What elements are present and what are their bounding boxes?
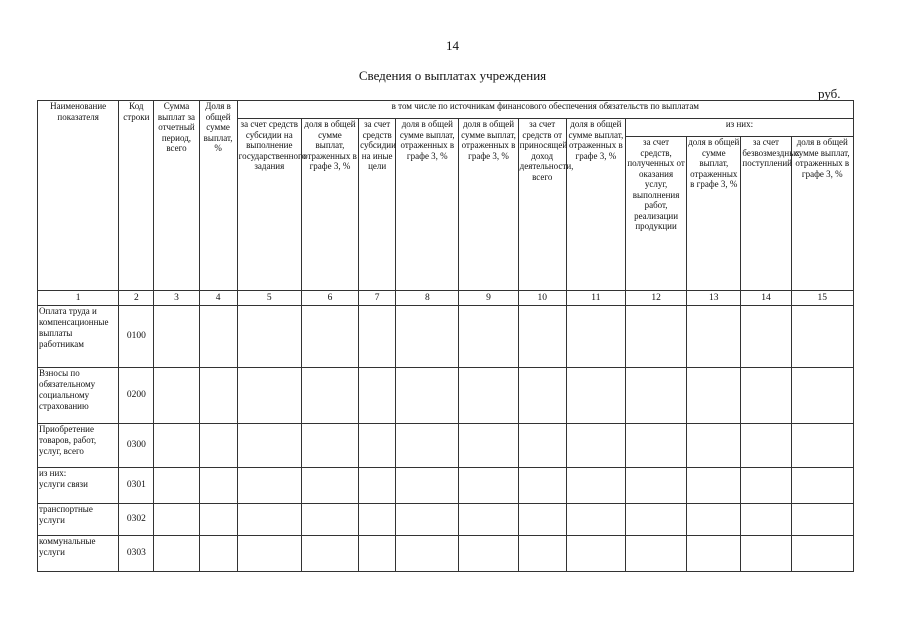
value-cell [791,536,853,572]
value-cell [396,468,459,504]
column-number: 1 [38,291,119,306]
header-col-5: за счет средств субсидии на выполнение государственного задания [237,119,301,291]
value-cell [359,306,396,368]
value-cell [459,424,518,468]
header-col-6: доля в общей сумме выплат, отраженных в графе 3, % [301,119,358,291]
value-cell [154,306,199,368]
value-cell [237,306,301,368]
row-name: Оплата труда и компенсационные выплаты работникам [38,306,119,368]
value-cell [741,468,791,504]
value-cell [741,424,791,468]
value-cell [154,536,199,572]
table-row [38,306,854,368]
header-code: Код строки [119,101,154,291]
value-cell [199,468,237,504]
value-cell [301,306,358,368]
row-code: 0302 [119,504,154,536]
value-cell [459,504,518,536]
page-number: 14 [446,38,459,53]
payments-table [37,100,854,572]
value-cell [625,504,686,536]
header-col-9: доля в общей сумме выплат, отраженных в графе 3, % [459,119,518,291]
value-cell [396,368,459,424]
value-cell [566,536,625,572]
value-cell [791,468,853,504]
value-cell [687,368,741,424]
value-cell [199,306,237,368]
column-number: 8 [396,291,459,306]
value-cell [237,424,301,468]
value-cell [687,468,741,504]
row-name: коммунальные услуги [38,536,119,572]
header-sources-group: в том числе по источникам финансового обеспечения обязательств по выплатам [237,101,853,119]
value-cell [566,468,625,504]
value-cell [518,368,566,424]
row-code: 0100 [119,306,154,368]
column-number: 3 [154,291,199,306]
column-number: 6 [301,291,358,306]
value-cell [625,468,686,504]
currency-unit: руб. [818,86,841,101]
value-cell [459,468,518,504]
value-cell [687,306,741,368]
header-col-15: доля в общей сумме выплат, отраженных в графе 3, % [791,137,853,291]
table-row [38,536,854,572]
table-row [38,424,854,468]
value-cell [359,368,396,424]
row-code: 0200 [119,368,154,424]
value-cell [459,368,518,424]
header-col-11: доля в общей сумме выплат, отраженных в графе 3, % [566,119,625,291]
column-number: 2 [119,291,154,306]
column-number: 4 [199,291,237,306]
value-cell [741,368,791,424]
value-cell [741,536,791,572]
value-cell [199,368,237,424]
column-number: 9 [459,291,518,306]
column-number: 13 [687,291,741,306]
value-cell [518,504,566,536]
value-cell [396,504,459,536]
value-cell [518,424,566,468]
value-cell [301,536,358,572]
value-cell [199,536,237,572]
header-col-7: за счет средств субсидии на иные цели [359,119,396,291]
column-number: 12 [625,291,686,306]
value-cell [625,424,686,468]
header-col-13: доля в общей сумме выплат, отраженных в графе 3, % [687,137,741,291]
value-cell [687,504,741,536]
value-cell [566,424,625,468]
value-cell [566,504,625,536]
row-name: из них: услуги связи [38,468,119,504]
value-cell [741,504,791,536]
column-number: 5 [237,291,301,306]
value-cell [518,468,566,504]
header-col-14: за счет безвозмездных поступлений [741,137,791,291]
value-cell [625,368,686,424]
value-cell [199,424,237,468]
table-row [38,468,854,504]
value-cell [154,424,199,468]
value-cell [625,536,686,572]
value-cell [301,468,358,504]
column-number: 7 [359,291,396,306]
value-cell [741,306,791,368]
value-cell [566,306,625,368]
value-cell [518,536,566,572]
value-cell [237,368,301,424]
table-row [38,368,854,424]
row-name: транспортные услуги [38,504,119,536]
value-cell [791,368,853,424]
value-cell [237,504,301,536]
value-cell [301,504,358,536]
value-cell [237,536,301,572]
row-code: 0301 [119,468,154,504]
value-cell [687,424,741,468]
value-cell [154,468,199,504]
row-name: Приобретение товаров, работ, услуг, всего [38,424,119,468]
value-cell [359,504,396,536]
header-col-12: за счет средств, полученных от оказания услуг, выполнения работ, реализации продукции [625,137,686,291]
value-cell [459,536,518,572]
value-cell [566,368,625,424]
value-cell [687,536,741,572]
header-of-them: из них: [625,119,853,137]
header-sum: Сумма выплат за отчетный период, всего [154,101,199,291]
header-name: Наименование показателя [38,101,119,291]
value-cell [154,504,199,536]
document-title: Сведения о выплатах учреждения [358,68,547,83]
table-body [38,306,854,572]
table-row [38,504,854,536]
row-code: 0303 [119,536,154,572]
value-cell [301,424,358,468]
value-cell [396,424,459,468]
value-cell [518,306,566,368]
value-cell [791,504,853,536]
value-cell [199,504,237,536]
header-col-10: за счет средств от приносящей доход деятельности, всего [518,119,566,291]
value-cell [396,306,459,368]
value-cell [459,306,518,368]
value-cell [396,536,459,572]
value-cell [154,368,199,424]
value-cell [625,306,686,368]
column-number: 15 [791,291,853,306]
column-number: 14 [741,291,791,306]
value-cell [791,424,853,468]
column-number: 11 [566,291,625,306]
header-share: Доля в общей сумме выплат, % [199,101,237,291]
header-col-8: доля в общей сумме выплат, отраженных в графе 3, % [396,119,459,291]
column-number: 10 [518,291,566,306]
row-code: 0300 [119,424,154,468]
value-cell [237,468,301,504]
column-number-row [38,291,854,306]
value-cell [301,368,358,424]
value-cell [359,424,396,468]
value-cell [359,468,396,504]
value-cell [791,306,853,368]
row-name: Взносы по обязательному социальному страхованию [38,368,119,424]
value-cell [359,536,396,572]
